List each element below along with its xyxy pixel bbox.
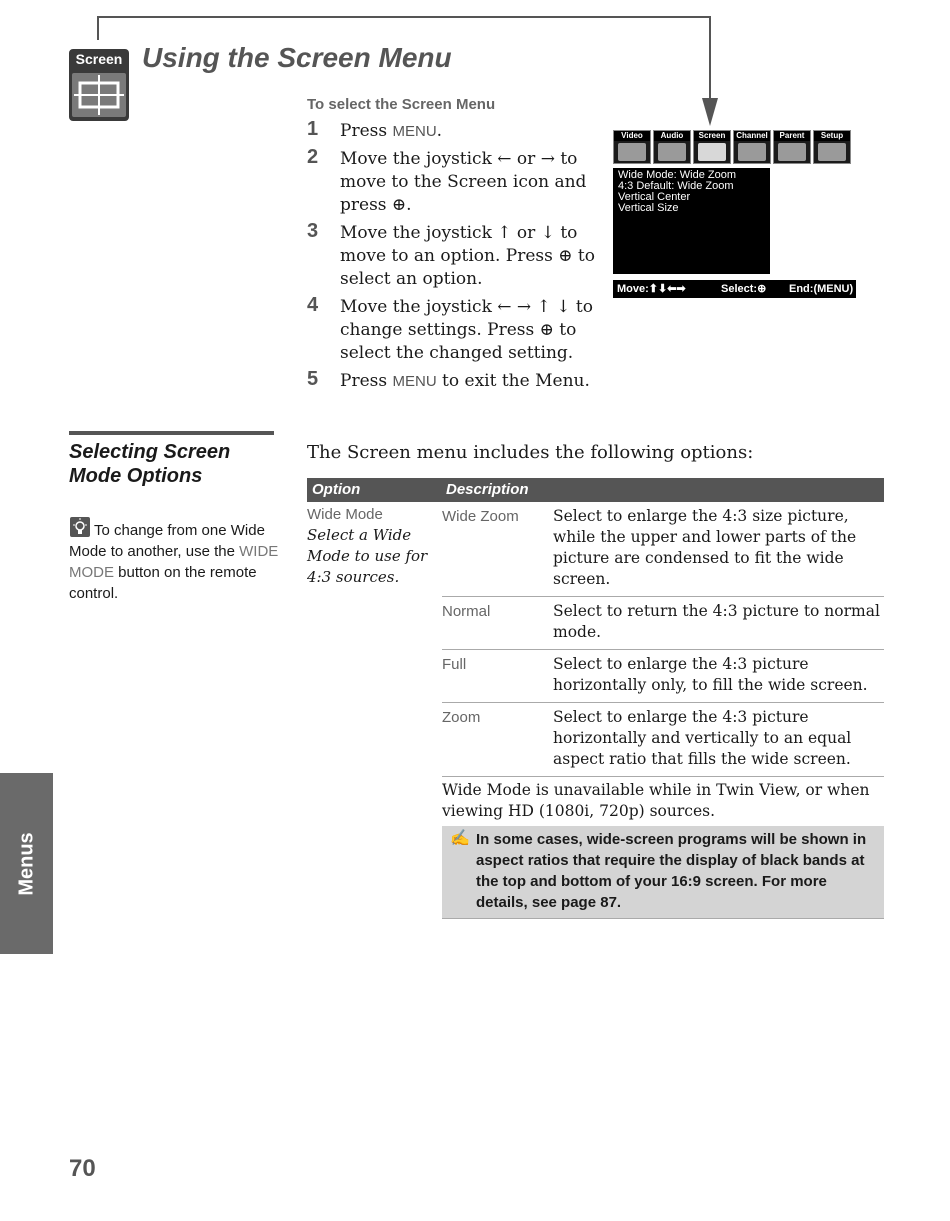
tv-tab-parent <box>773 130 811 164</box>
row-name: Full <box>442 656 467 673</box>
step-number: 5 <box>307 368 319 390</box>
step-4 <box>307 296 597 365</box>
steps-list <box>307 120 597 398</box>
tv-tab-label: Screen <box>694 131 730 141</box>
tv-tab-label: Setup <box>814 131 850 141</box>
row-description: Select to enlarge the 4:3 picture horizontally only, to fill the wide screen. <box>553 655 868 694</box>
screen-menu-icon <box>69 49 129 121</box>
tv-menu-screenshot <box>613 130 856 300</box>
section-heading <box>69 440 289 488</box>
connector-line-top <box>97 16 711 18</box>
step-text: . <box>436 121 443 141</box>
page-number: 70 <box>69 1155 96 1182</box>
connector-line-left <box>97 16 99 40</box>
section-heading-line: Mode Options <box>69 465 203 487</box>
tv-tab-label: Video <box>614 131 650 141</box>
side-tab-menus <box>0 773 53 954</box>
lightbulb-icon <box>70 517 90 537</box>
step-text: Press <box>340 371 393 391</box>
note-text: In some cases, wide-screen programs will be shown in aspect ratios that require the display of black bands at the top and bottom of your 16:9 screen. For more details, see page 87. <box>476 831 867 911</box>
tv-tab-video <box>613 130 651 164</box>
table-row <box>442 650 884 703</box>
header-description: Description <box>446 481 529 498</box>
step-number: 2 <box>307 146 319 168</box>
row-description: Select to return the 4:3 picture to normal mode. <box>553 602 880 641</box>
step-number: 4 <box>307 294 319 316</box>
tv-tab-channel <box>733 130 771 164</box>
select-screen-menu-heading: To select the Screen Menu <box>307 96 496 113</box>
tv-tab-label: Parent <box>774 131 810 141</box>
tv-footer-select: Select:⊕ <box>721 283 767 295</box>
wide-mode-key: WIDE MODE <box>69 543 279 581</box>
step-text: to exit the Menu. <box>436 371 590 391</box>
step-text: Move the joystick ← or → to move to the Screen icon and press ⊕. <box>340 149 587 215</box>
tv-tab-setup <box>813 130 851 164</box>
audio-icon <box>658 143 686 161</box>
step-text: Press <box>340 121 393 141</box>
tv-menu-tabs <box>613 130 856 164</box>
step-number: 1 <box>307 118 319 140</box>
step-5 <box>307 370 597 393</box>
row-name: Wide Zoom <box>442 508 519 525</box>
option-column <box>307 504 435 588</box>
step-2 <box>307 148 597 217</box>
option-name: Wide Mode <box>307 506 383 523</box>
channel-icon <box>738 143 766 161</box>
screen-icon <box>698 143 726 161</box>
connector-line-right <box>709 16 711 100</box>
side-tab-label: Menus <box>15 831 37 896</box>
resize-arrows-icon <box>72 73 126 117</box>
tv-menu-line: 4:3 Default: Wide Zoom <box>618 180 734 192</box>
tv-tab-audio <box>653 130 691 164</box>
row-description: Select to enlarge the 4:3 size picture, while the upper and lower parts of the picture are condensed to fit the wide screen. <box>553 507 857 588</box>
step-3 <box>307 222 597 291</box>
tv-footer-end: End:(MENU) <box>789 283 854 295</box>
arrow-down-icon <box>700 98 720 128</box>
option-description: Select a Wide Mode to use for 4:3 sources. <box>307 526 428 586</box>
availability-note: Wide Mode is unavailable while in Twin View, or when viewing HD (1080i, 720p) sources. <box>442 781 870 820</box>
setup-icon <box>818 143 846 161</box>
tip-text <box>69 520 279 604</box>
tip-text-part: To change from one Wide Mode to another, use the <box>69 522 265 560</box>
step-1 <box>307 120 597 143</box>
tv-tab-screen <box>693 130 731 164</box>
tv-menu-footer <box>613 280 856 298</box>
tv-menu-line: Vertical Size <box>618 202 679 214</box>
note-box <box>442 826 884 919</box>
step-number: 3 <box>307 220 319 242</box>
tv-menu-line: Wide Mode: Wide Zoom <box>618 169 736 181</box>
row-name: Normal <box>442 603 491 620</box>
parent-icon <box>778 143 806 161</box>
options-table <box>307 478 884 911</box>
step-text: Move the joystick ← → ↑ ↓ to change settings. Press ⊕ to select the changed setting. <box>340 297 593 363</box>
section-heading-line: Selecting Screen <box>69 441 231 463</box>
table-header <box>307 478 884 502</box>
table-rows <box>442 502 884 919</box>
tv-tab-label: Audio <box>654 131 690 141</box>
table-row <box>442 502 884 597</box>
tv-menu-line: Vertical Center <box>618 191 691 203</box>
pencil-note-icon: ✍ <box>450 830 470 847</box>
screen-icon-picture <box>72 73 126 117</box>
row-description: Select to enlarge the 4:3 picture horizontally and vertically to an equal aspect ratio that fills the wide screen. <box>553 708 852 768</box>
header-option: Option <box>312 481 361 498</box>
table-row <box>442 597 884 650</box>
section-rule <box>69 431 274 435</box>
table-row <box>442 703 884 777</box>
intro-text: The Screen menu includes the following options: <box>307 442 754 463</box>
menu-key: MENU <box>392 123 437 140</box>
step-text: Move the joystick ↑ or ↓ to move to an option. Press ⊕ to select an option. <box>340 223 595 289</box>
row-name: Zoom <box>442 709 481 726</box>
screen-icon-label: Screen <box>75 51 123 67</box>
tv-tab-label: Channel <box>734 131 770 141</box>
tv-footer-move: Move:⬆⬇⬅➡ <box>617 283 686 295</box>
tip-text-part: button on the remote control. <box>69 564 257 602</box>
page-title: Using the Screen Menu <box>142 42 452 73</box>
tv-menu-options-box <box>613 168 770 274</box>
video-icon <box>618 143 646 161</box>
menu-key: MENU <box>392 373 437 390</box>
